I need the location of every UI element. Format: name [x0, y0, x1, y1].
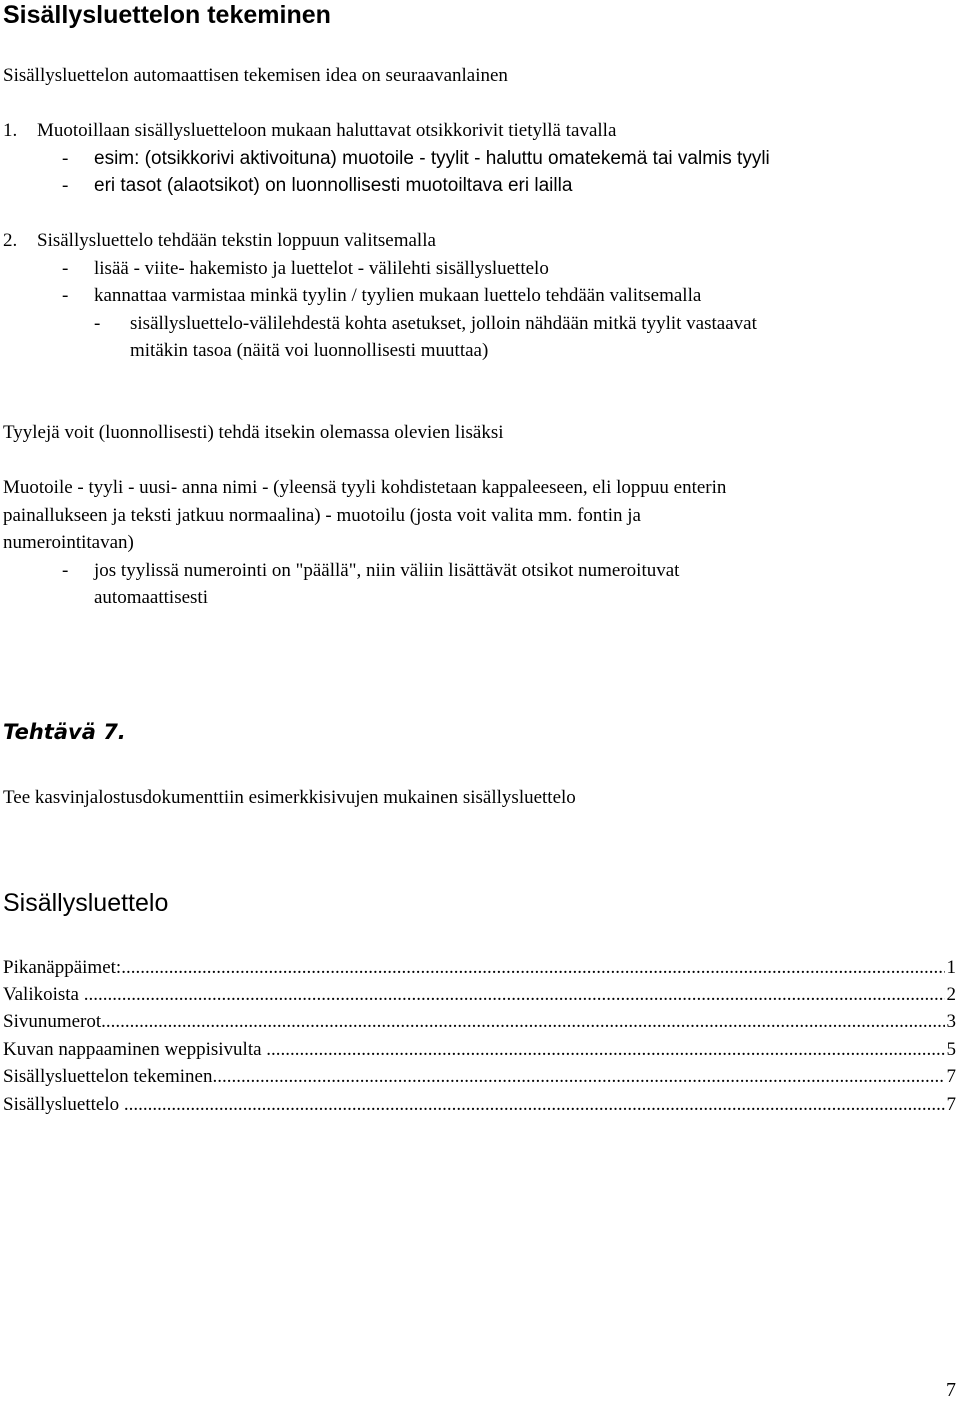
- toc-entry[interactable]: [3, 954, 956, 981]
- dash: -: [62, 148, 69, 169]
- dash: -: [62, 258, 69, 279]
- page-number: 7: [946, 1379, 956, 1401]
- step1-text: Muotoillaan sisällysluetteloon mukaan haluttavat otsikkorivit tietyllä tavalla: [37, 120, 617, 141]
- toc-entry-label: Sivunumerot .....: [3, 1008, 945, 1035]
- toc-entry[interactable]: [3, 1063, 956, 1090]
- toc-entry-page: 7: [946, 1094, 956, 1115]
- dash: -: [62, 175, 69, 196]
- step2-sub-bullet: sisällysluettelo-välilehdestä kohta asetukset, jolloin nähdään mitkä tyylit vastaavat: [130, 313, 757, 334]
- dash: -: [62, 560, 69, 581]
- toc-entry-label: Pikanäppäimet: .....: [3, 954, 945, 981]
- toc-entry-label: Valikoista .....: [3, 981, 945, 1008]
- toc-heading: Sisällysluettelo: [3, 889, 169, 917]
- toc-entry-label: Kuvan nappaaminen weppisivulta .....: [3, 1036, 945, 1063]
- step1-bullet: esim: (otsikkorivi aktivoituna) muotoile - tyylit - haluttu omatekemä tai valmis tyyli: [94, 148, 770, 169]
- intro-text: Sisällysluettelon automaattisen tekemisen idea on seuraavanlainen: [3, 65, 508, 86]
- task-heading: Tehtävä 7.: [3, 720, 126, 744]
- step2-sub-bullet-cont: mitäkin tasoa (näitä voi luonnollisesti muuttaa): [130, 340, 489, 361]
- toc-entry-page: 7: [946, 1066, 956, 1087]
- toc-entry-page: 1: [946, 957, 956, 978]
- dash: -: [62, 285, 69, 306]
- styles-note: Tyylejä voit (luonnollisesti) tehdä itsekin olemassa olevien lisäksi: [3, 422, 504, 443]
- step2-bullet: lisää - viite- hakemisto ja luettelot - välilehti sisällysluettelo: [94, 258, 549, 279]
- page-title: Sisällysluettelon tekeminen: [3, 1, 331, 29]
- muotoile-line: painallukseen ja teksti jatkuu normaalina) - muotoilu (josta voit valita mm. fontin ja: [3, 505, 641, 526]
- toc-entry[interactable]: [3, 981, 956, 1008]
- step2-bullet: kannattaa varmistaa minkä tyylin / tyylien mukaan luettelo tehdään valitsemalla: [94, 285, 702, 306]
- toc-entry[interactable]: [3, 1036, 956, 1063]
- toc-entry[interactable]: [3, 1091, 956, 1118]
- muotoile-bullet-cont: automaattisesti: [94, 587, 208, 608]
- step2-text: Sisällysluettelo tehdään tekstin loppuun valitsemalla: [37, 230, 436, 251]
- muotoile-line: numerointitavan): [3, 532, 134, 553]
- toc-entry-page: 5: [946, 1039, 956, 1060]
- toc-entry-page: 3: [946, 1011, 956, 1032]
- toc-entry-label: Sisällysluettelo .....: [3, 1091, 945, 1118]
- muotoile-bullet: jos tyylissä numerointi on "päällä", niin väliin lisättävät otsikot numeroituvat: [94, 560, 680, 581]
- dash: -: [94, 313, 101, 334]
- step2-number: 2.: [3, 230, 18, 251]
- step1-bullet: eri tasot (alaotsikot) on luonnollisesti muotoiltava eri lailla: [94, 175, 573, 196]
- toc-entry[interactable]: [3, 1008, 956, 1035]
- task-text: Tee kasvinjalostusdokumenttiin esimerkkisivujen mukainen sisällysluettelo: [3, 787, 576, 808]
- step1-number: 1.: [3, 120, 18, 141]
- toc-entry-page: 2: [946, 984, 956, 1005]
- toc-entry-label: Sisällysluettelon tekeminen .....: [3, 1063, 945, 1090]
- muotoile-line: Muotoile - tyyli - uusi- anna nimi - (yleensä tyyli kohdistetaan kappaleeseen, eli loppuu enterin: [3, 477, 727, 498]
